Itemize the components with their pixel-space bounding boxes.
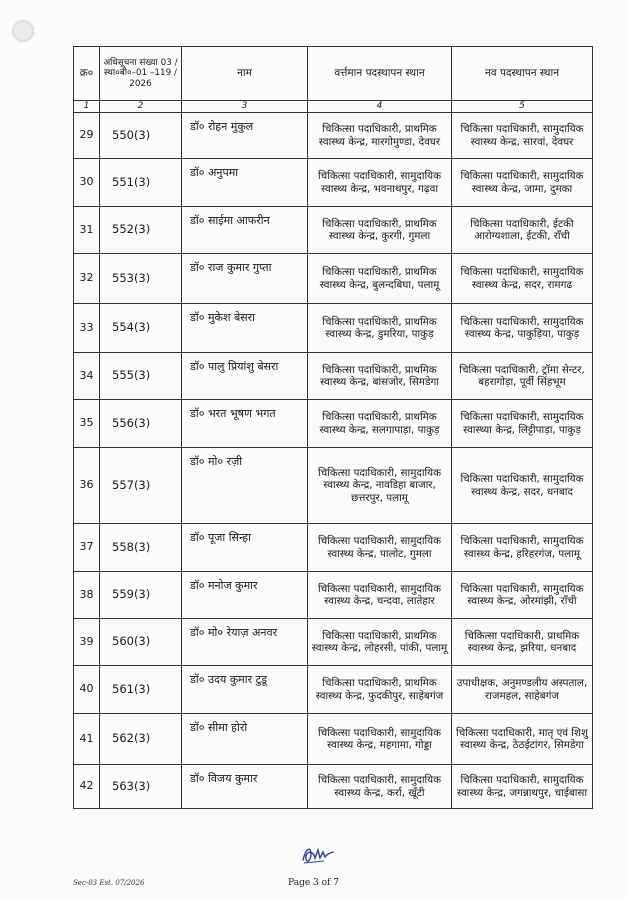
current-posting-cell: चिकित्सा पदाधिकारी, प्राथमिक स्वास्थ्य केन्द्र, सलगापाड़ा, पाकुड़ — [308, 400, 452, 448]
new-posting-cell: चिकित्सा पदाधिकारी, सामुदायिक स्वास्थ्य केन्द्र, जगन्नाथपुर, चाईबासा — [452, 765, 593, 809]
notification-number-cell: 554(3) — [100, 304, 182, 353]
notification-number-cell: 562(3) — [100, 714, 182, 765]
notification-number-cell: 561(3) — [100, 666, 182, 714]
current-posting-cell: चिकित्सा पदाधिकारी, प्राथमिक स्वास्थ्य केन्द्र, कुरगी, गुमला — [308, 207, 452, 254]
current-posting-cell: चिकित्सा पदाधिकारी, प्राथमिक स्वास्थ्य केन्द्र, बांसजोर, सिमडेगा — [308, 353, 452, 400]
notification-number-cell: 559(3) — [100, 572, 182, 619]
current-posting-cell: चिकित्सा पदाधिकारी, सामुदायिक स्वास्थ्य केन्द्र, कर्रा, खूँटी — [308, 765, 452, 809]
new-posting-cell: चिकित्सा पदाधिकारी, सामुदायिक स्वास्थ्य केन्द्र, पाकुड़िया, पाकुड़ — [452, 304, 593, 353]
doctor-name-cell: डॉ० राज कुमार गुप्ता — [182, 254, 308, 304]
new-posting-cell: चिकित्सा पदाधिकारी, सामुदायिक स्वास्थ्य केन्द्र, सदर, रामगढ — [452, 254, 593, 304]
notification-number-cell: 563(3) — [100, 765, 182, 809]
page-number: Page 3 of 7 — [288, 878, 339, 888]
notification-number-cell: 555(3) — [100, 353, 182, 400]
signature-mark — [300, 842, 336, 868]
serial-number-cell: 39 — [74, 619, 100, 666]
table-row — [74, 400, 593, 448]
document-reference: Sec-03 Est. 07/2026 — [73, 879, 145, 887]
doctor-name-cell: डॉ० साईमा आफरीन — [182, 207, 308, 254]
new-posting-cell: चिकित्सा पदाधिकारी, सामुदायिक स्वास्थ्य केन्द्र, सारवां, देवघर — [452, 113, 593, 159]
serial-number-cell: 42 — [74, 765, 100, 809]
current-posting-cell: चिकित्सा पदाधिकारी, सामुदायिक स्वास्थ्य केन्द्र, चन्दवा, लातेहार — [308, 572, 452, 619]
notification-number-cell: 560(3) — [100, 619, 182, 666]
new-posting-cell: चिकित्सा पदाधिकारी, सामुदायिक स्वास्थ्या केन्द्र, लिट्टीपाड़ा, पाकुड़ — [452, 400, 593, 448]
doctor-name-cell: डॉ० मनोज कुमार — [182, 572, 308, 619]
serial-number-cell: 40 — [74, 666, 100, 714]
table-row — [74, 353, 593, 400]
header-notification-no: अधिसूचना संख्या 03 / स्था०बी०–01 –119 / 2026 — [100, 47, 182, 101]
serial-number-cell: 35 — [74, 400, 100, 448]
new-posting-cell: चिकित्सा पदाधिकारी, सामुदायिक स्वास्थ्य केन्द्र, ओरमांझी, राँची — [452, 572, 593, 619]
header-name: नाम — [182, 47, 308, 101]
table-row — [74, 666, 593, 714]
column-number: 5 — [452, 101, 593, 113]
serial-number-cell: 36 — [74, 448, 100, 524]
table-row — [74, 254, 593, 304]
table-row — [74, 448, 593, 524]
table-row — [74, 207, 593, 254]
new-posting-cell: चिकित्सा पदाधिकारी, ट्रॉमा सेन्टर, बहरागोड़ा, पूर्वी सिंहभूम — [452, 353, 593, 400]
new-posting-cell: चिकित्सा पदाधिकारी, मातृ एवं शिशु स्वास्थ्य केन्द्र, ठेठईटांगर, सिमडेगा — [452, 714, 593, 765]
table-row — [74, 714, 593, 765]
doctor-name-cell: डॉ० रोहन मुकुल — [182, 113, 308, 159]
table-row — [74, 159, 593, 207]
current-posting-cell: चिकित्सा पदाधिकारी, प्राथमिक स्वास्थ्य केन्द्र, बुलन्दबिघा, पलामू — [308, 254, 452, 304]
table-body — [74, 113, 593, 809]
notification-number-cell: 550(3) — [100, 113, 182, 159]
notification-number-cell: 553(3) — [100, 254, 182, 304]
doctor-name-cell: डॉ० सीमा होरो — [182, 714, 308, 765]
serial-number-cell: 38 — [74, 572, 100, 619]
header-current-posting: वर्त्तमान पदस्थापन स्थान — [308, 47, 452, 101]
serial-number-cell: 31 — [74, 207, 100, 254]
notification-number-cell: 551(3) — [100, 159, 182, 207]
doctor-name-cell: डॉ० पालु प्रियांशु बेसरा — [182, 353, 308, 400]
serial-number-cell: 33 — [74, 304, 100, 353]
serial-number-cell: 29 — [74, 113, 100, 159]
doctor-name-cell: डॉ० मो० रेयाज़ अनवर — [182, 619, 308, 666]
column-number-row — [74, 101, 593, 113]
table-row — [74, 524, 593, 572]
serial-number-cell: 34 — [74, 353, 100, 400]
table-row — [74, 304, 593, 353]
doctor-name-cell: डॉ० भरत भूषण भगत — [182, 400, 308, 448]
current-posting-cell: चिकित्सा पदाधिकारी, सामुदायिक स्वास्थ्य केन्द्र, भवनाथपुर, गढ़वा — [308, 159, 452, 207]
new-posting-cell: चिकित्सा पदाधिकारी, सामुदायिक स्वास्थ्य केन्द्र, जामा, दुमका — [452, 159, 593, 207]
column-number: 1 — [74, 101, 100, 113]
new-posting-cell: चिकित्सा पदाधिकारी, सामुदायिक स्वास्थ्य केन्द्र, सदर, धनबाद — [452, 448, 593, 524]
column-number: 2 — [100, 101, 182, 113]
serial-number-cell: 32 — [74, 254, 100, 304]
new-posting-cell: चिकित्सा पदाधिकारी, ईटकी आरोग्यशाला, ईटकी, राँची — [452, 207, 593, 254]
new-posting-cell: चिकित्सा पदाधिकारी, प्राथमिक स्वास्थ्य केन्द्र, झरिया, धनबाद — [452, 619, 593, 666]
header-new-posting: नव पदस्थापन स्थान — [452, 47, 593, 101]
column-number: 4 — [308, 101, 452, 113]
notification-number-cell: 552(3) — [100, 207, 182, 254]
current-posting-cell: चिकित्सा पदाधिकारी, सामुदायिक स्वास्थ्य केन्द्र, नावडिहा बाजार, छत्तरपुर, पलामू — [308, 448, 452, 524]
current-posting-cell: चिकित्सा पदाधिकारी, प्राथमिक स्वास्थ्य केन्द्र, लोहरसी, पांकी, पलामू — [308, 619, 452, 666]
doctor-name-cell: डॉ० अनुपमा — [182, 159, 308, 207]
notification-number-cell: 558(3) — [100, 524, 182, 572]
new-posting-cell: चिकित्सा पदाधिकारी, सामुदायिक स्वास्थ्य केन्द्र, हरिहरगंज, पलामू — [452, 524, 593, 572]
current-posting-cell: चिकित्सा पदाधिकारी, प्राथमिक स्वास्थ्य केन्द्र, डुमरिया, पाकुड़ — [308, 304, 452, 353]
table-header-row — [74, 47, 593, 101]
punch-hole — [12, 20, 34, 42]
doctor-name-cell: डॉ० विजय कुमार — [182, 765, 308, 809]
posting-table — [73, 46, 593, 809]
doctor-name-cell: डॉ० पूजा सिन्हा — [182, 524, 308, 572]
current-posting-cell: चिकित्सा पदाधिकारी, प्राथमिक स्वास्थ्य केन्द्र, फुदकीपुर, साहेबगंज — [308, 666, 452, 714]
notification-number-cell: 557(3) — [100, 448, 182, 524]
doctor-name-cell: डॉ० मो० रज़ी — [182, 448, 308, 524]
current-posting-cell: चिकित्सा पदाधिकारी, प्राथमिक स्वास्थ्य केन्द्र, मारगोमुण्डा, देवघर — [308, 113, 452, 159]
serial-number-cell: 41 — [74, 714, 100, 765]
table-row — [74, 572, 593, 619]
current-posting-cell: चिकित्सा पदाधिकारी, सामुदायिक स्वास्थ्य केन्द्र, पालोट, गुमला — [308, 524, 452, 572]
serial-number-cell: 37 — [74, 524, 100, 572]
serial-number-cell: 30 — [74, 159, 100, 207]
notification-number-cell: 556(3) — [100, 400, 182, 448]
current-posting-cell: चिकित्सा पदाधिकारी, सामुदायिक स्वास्थ्य केन्द्र, महगामा, गोड्डा — [308, 714, 452, 765]
table-row — [74, 765, 593, 809]
table-row — [74, 619, 593, 666]
column-number: 3 — [182, 101, 308, 113]
doctor-name-cell: डॉ० उदय कुमार टुडू — [182, 666, 308, 714]
table-row — [74, 113, 593, 159]
new-posting-cell: उपाधीक्षक, अनुमण्डलीय अस्पताल, राजमहल, साहेबगंज — [452, 666, 593, 714]
doctor-name-cell: डॉ० मुकेश बेसरा — [182, 304, 308, 353]
header-sr: क्र० — [74, 47, 100, 101]
